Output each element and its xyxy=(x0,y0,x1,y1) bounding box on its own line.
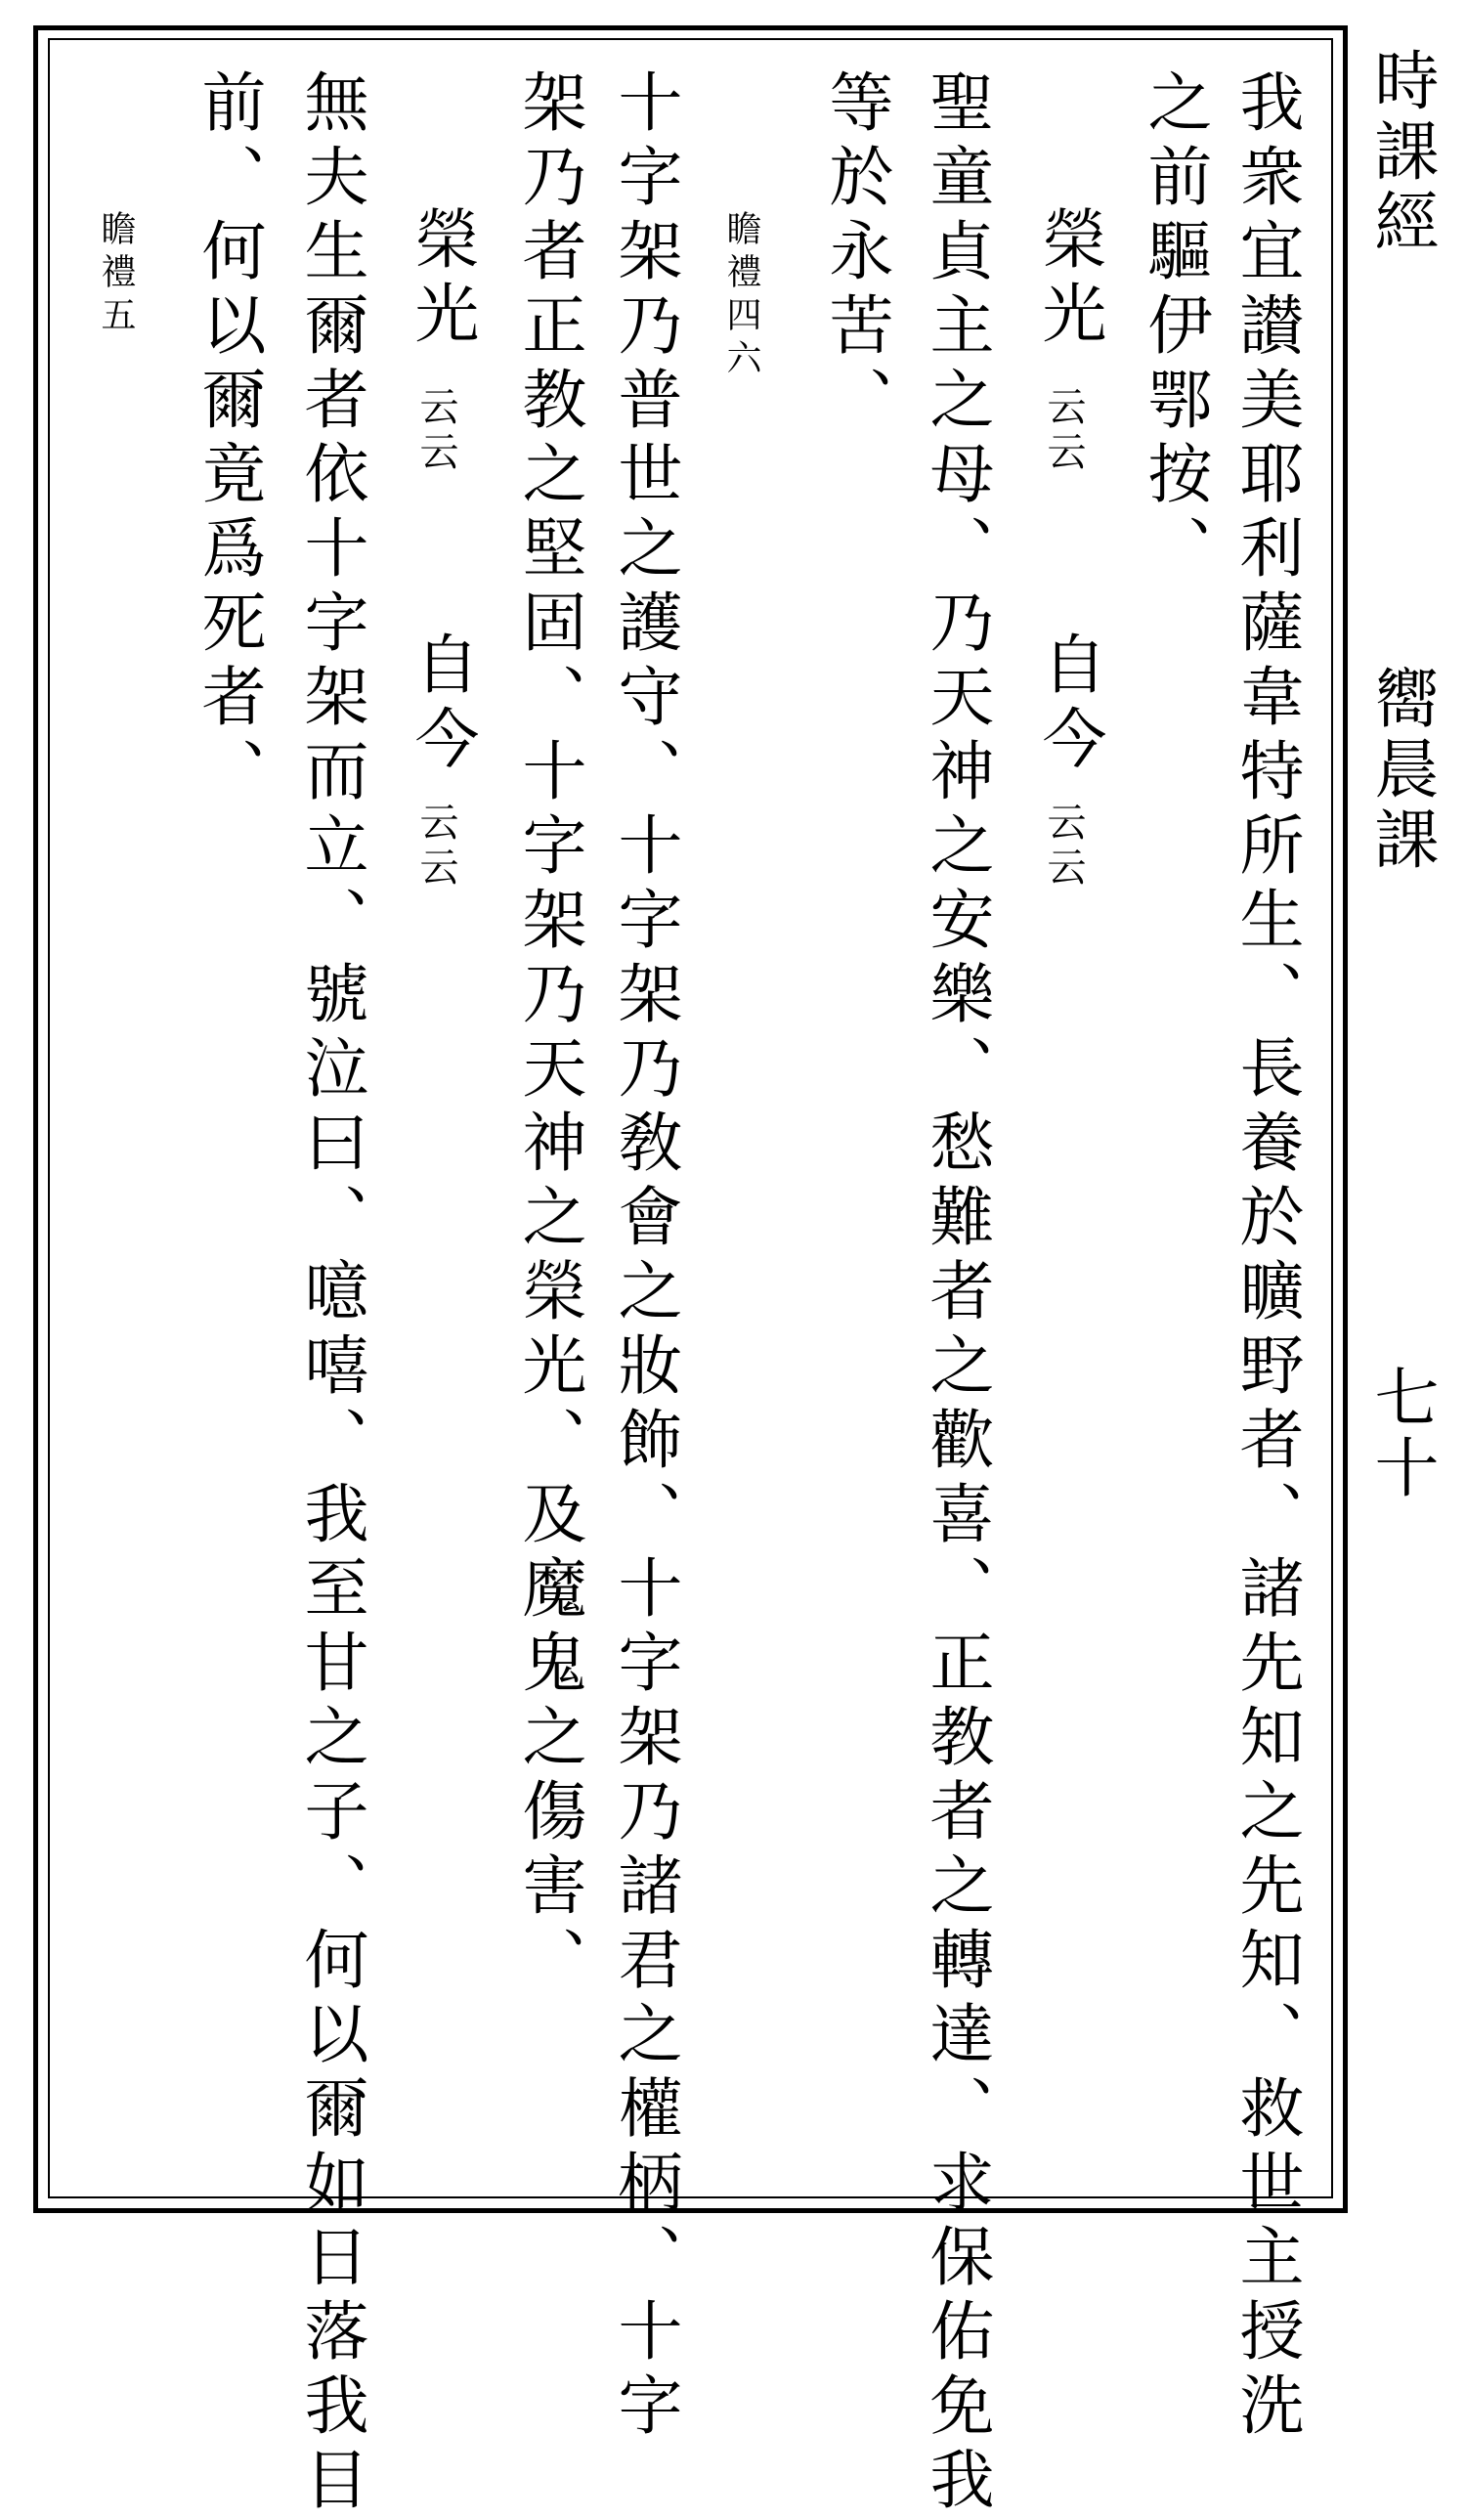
text-column-2: 之前驅伊鄂按、 xyxy=(1137,68,1212,588)
gloria-abbrev-2: 云云 xyxy=(413,386,458,476)
now-heading: 自今 xyxy=(1031,630,1106,779)
now-abbrev: 云云 xyxy=(1041,802,1086,891)
gloria-abbrev: 云云 xyxy=(1041,386,1086,476)
text-column-11: 前、何以爾竟爲死者、 xyxy=(191,68,266,811)
gloria-heading: 榮光 xyxy=(1031,205,1106,354)
text-column-7: 十字架乃普世之護守、十字架乃敎會之妝飾、十字架乃諸君之權柄、十字 xyxy=(607,68,682,2446)
gloria-heading-2: 榮光 xyxy=(404,205,479,354)
text-column-8: 架乃者正教之堅固、十字架乃天神之榮光、及魔鬼之傷害、 xyxy=(511,68,586,2000)
feast-day-label-wed-fri: 瞻禮四六 xyxy=(721,210,761,382)
feast-day-label-thursday: 瞻禮五 xyxy=(96,210,136,339)
section-title: 嚮晨課 xyxy=(1363,665,1439,876)
text-column-4: 聖童貞主之母、乃天神之安樂、愁難者之歡喜、正教者之轉達、求保佑免我 xyxy=(919,68,994,2520)
now-heading-2: 自今 xyxy=(404,630,479,779)
page-number: 七十 xyxy=(1363,1364,1439,1504)
text-column-10: 無夫生爾者依十字架而立、號泣曰、噫嘻、我至甘之子、何以爾如日落我目 xyxy=(293,68,368,2520)
text-column-5: 等於永苦、 xyxy=(818,68,893,440)
now-abbrev-2: 云云 xyxy=(413,802,458,891)
book-title: 時課經 xyxy=(1363,47,1439,258)
text-column-1: 我衆宜讃美耶利薩韋特所生、長養於曠野者、諸先知之先知、救世主授洗 xyxy=(1229,68,1304,2446)
